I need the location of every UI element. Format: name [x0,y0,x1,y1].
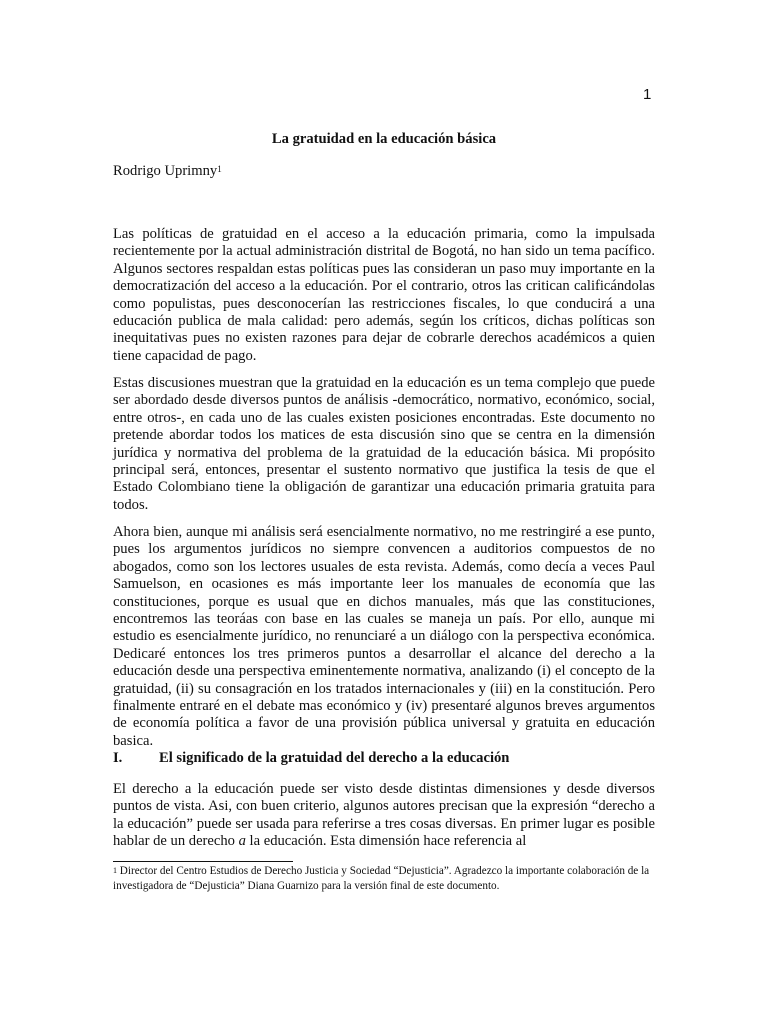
author-footnote-mark: 1 [217,164,222,174]
document-title: La gratuidad en la educación básica [271,131,497,147]
section-number: I. [113,750,123,766]
section-paragraph-italic: a [238,833,246,850]
section-paragraph-text-end: la educación. Esta dimensión hace referencia al [245,833,527,850]
section-heading [113,750,509,767]
footnote-separator [113,861,293,862]
footnote [113,864,673,894]
section-paragraph [113,781,655,851]
section-paragraph-text-start: El derecho a la educación puede ser visto desde distintas dimensiones y desde diversos puntos de vista. Asi, con buen criterio, algunos autores precisan que la expresión “derecho a la educación” puede ser usada para referirse a tres cosas diversas. En primer lugar es posible hablar de un derecho [113,781,655,850]
page-number: 1 [643,86,652,103]
footnote-mark: 1 [113,866,117,875]
section-title: El significado de la gratuidad del derecho a la educación [159,750,510,766]
paragraph-1: Las políticas de gratuidad en el acceso a la educación primaria, como la impulsada recientemente por la actual administración distrital de Bogotá, no han sido un tema pacífico. Algunos sectores respaldan estas políticas pues las consideran un paso muy importante en la democratización del acceso a la educación. Por el contrario, otros las critican calificándolas como populistas, pues desconocerían las restricciones fiscales, lo que conducirá a una educación publica de mala calidad: pero además, según los críticos, dichas políticas son inequitativas pues no existen razones para dejar de cobrarle derechos académicos a quien tiene capacidad de pago. [113,226,655,364]
author-name: Rodrigo Uprimny [113,163,218,179]
paragraph-3: Ahora bien, aunque mi análisis será esencialmente normativo, no me restringiré a ese punto, pues los argumentos jurídicos no siempre convencen a auditorios compuestos de no abogados, como son los lectores usuales de esta revista. Además, como decía a veces Paul Samuelson, en ocasiones es más importante leer los manuales de economía que las constituciones, porque es usual que en dichos manuales, más que las constituciones, encontremos las teoráas con base en las cuales se maneja un país. Por ello, aunque mi estudio es esencialmente jurídico, no renunciaré a un diálogo con la perspectiva económica. Dedicaré entonces los tres primeros puntos a desarrollar el alcance del derecho a la educación desde una perspectiva eminentemente normativa, analizando (i) el concepto de la gratuidad, (ii) su consagración en los tratados internacionales y (iii) en la constitución. Pero finalmente entraré en el debate mas económico y (iv) presentaré algunos breves argumentos de economía política a favor de una provisión pública universal y gratuita en educación basica. [113,524,655,749]
author-line [113,163,222,180]
footnote-text: Director del Centro Estudios de Derecho Justicia y Sociedad “Dejusticia”. Agradezco la importante colaboración de la investigadora de “Dejusticia” Diana Guarnizo para la versión final de este documento. [113,865,650,892]
paragraph-2: Estas discusiones muestran que la gratuidad en la educación es un tema complejo que puede ser abordado desde diversos puntos de análisis -democrático, normativo, económico, social, entre otros-, en cada uno de las cuales existen posiciones encontradas. Este documento no pretende abordar todos los matices de esta discusión sino que se centra en la dimensión jurídica y normativa del problema de la gratuidad de la educación básica. Mi propósito principal será, entonces, presentar el sustento normativo que justifica la tesis de que el Estado Colombiano tiene la obligación de garantizar una educación primaria gratuita para todos. [113,375,655,513]
